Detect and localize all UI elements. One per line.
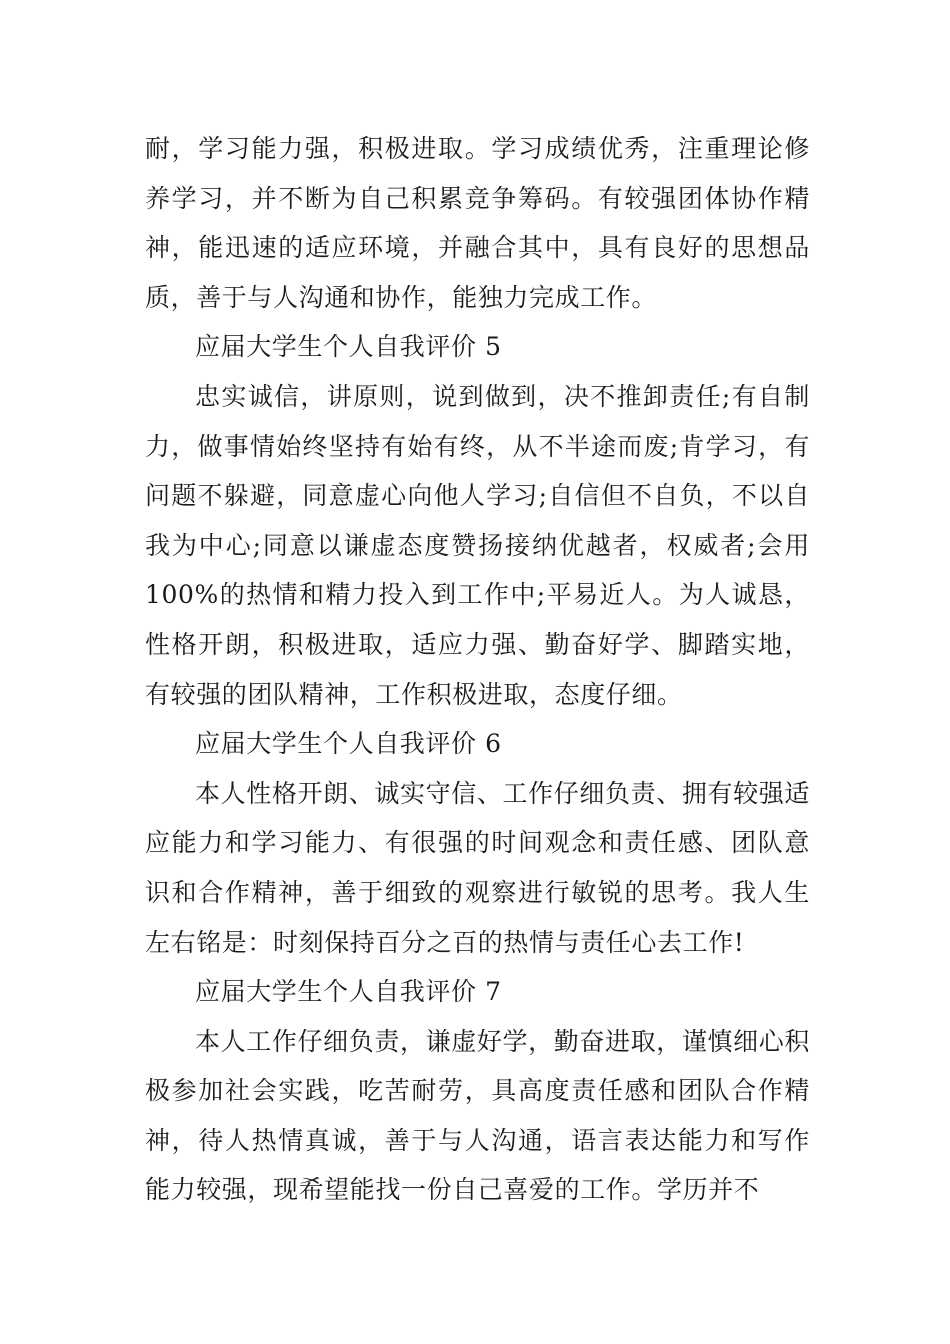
section-heading-6: 应届大学生个人自我评价 6	[195, 729, 502, 759]
section-heading-5: 应届大学生个人自我评价 5	[195, 332, 502, 362]
paragraph-section-5: 忠实诚信，讲原则，说到做到，决不推卸责任;有自制力，做事情始终坚持有始有终，从不半途而废;肯学习，有问题不躲避，同意虚心向他人学习;自信但不自负，不以自我为中心;同意以谦虚态度赞扬接纳优越者，权威者;会用 100%的热情和精力投入到工作中;平易近人。为人诚恳，性格开朗，积极进取，适应力强、勤奋好学、脚踏实地，有较强的团队精神，工作积极进取，态度仔细。	[145, 381, 810, 709]
section-heading-7: 应届大学生个人自我评价 7	[195, 977, 502, 1007]
paragraph-section-6: 本人性格开朗、诚实守信、工作仔细负责、拥有较强适应能力和学习能力、有很强的时间观念和责任感、团队意识和合作精神，善于细致的观察进行敏锐的思考。我人生左右铭是：时刻保持百分之百的热情与责任心去工作!	[145, 778, 810, 957]
document-body	[145, 124, 810, 1215]
paragraph-continuation: 耐，学习能力强，积极进取。学习成绩优秀，注重理论修养学习，并不断为自己积累竞争筹码。有较强团体协作精神，能迅速的适应环境，并融合其中，具有良好的思想品质，善于与人沟通和协作，能独力完成工作。	[145, 134, 810, 312]
paragraph-section-7: 本人工作仔细负责，谦虚好学，勤奋进取，谨慎细心积极参加社会实践，吃苦耐劳，具高度责任感和团队合作精神，待人热情真诚，善于与人沟通，语言表达能力和写作能力较强，现希望能找一份自己喜爱的工作。学历并不	[145, 1026, 810, 1205]
